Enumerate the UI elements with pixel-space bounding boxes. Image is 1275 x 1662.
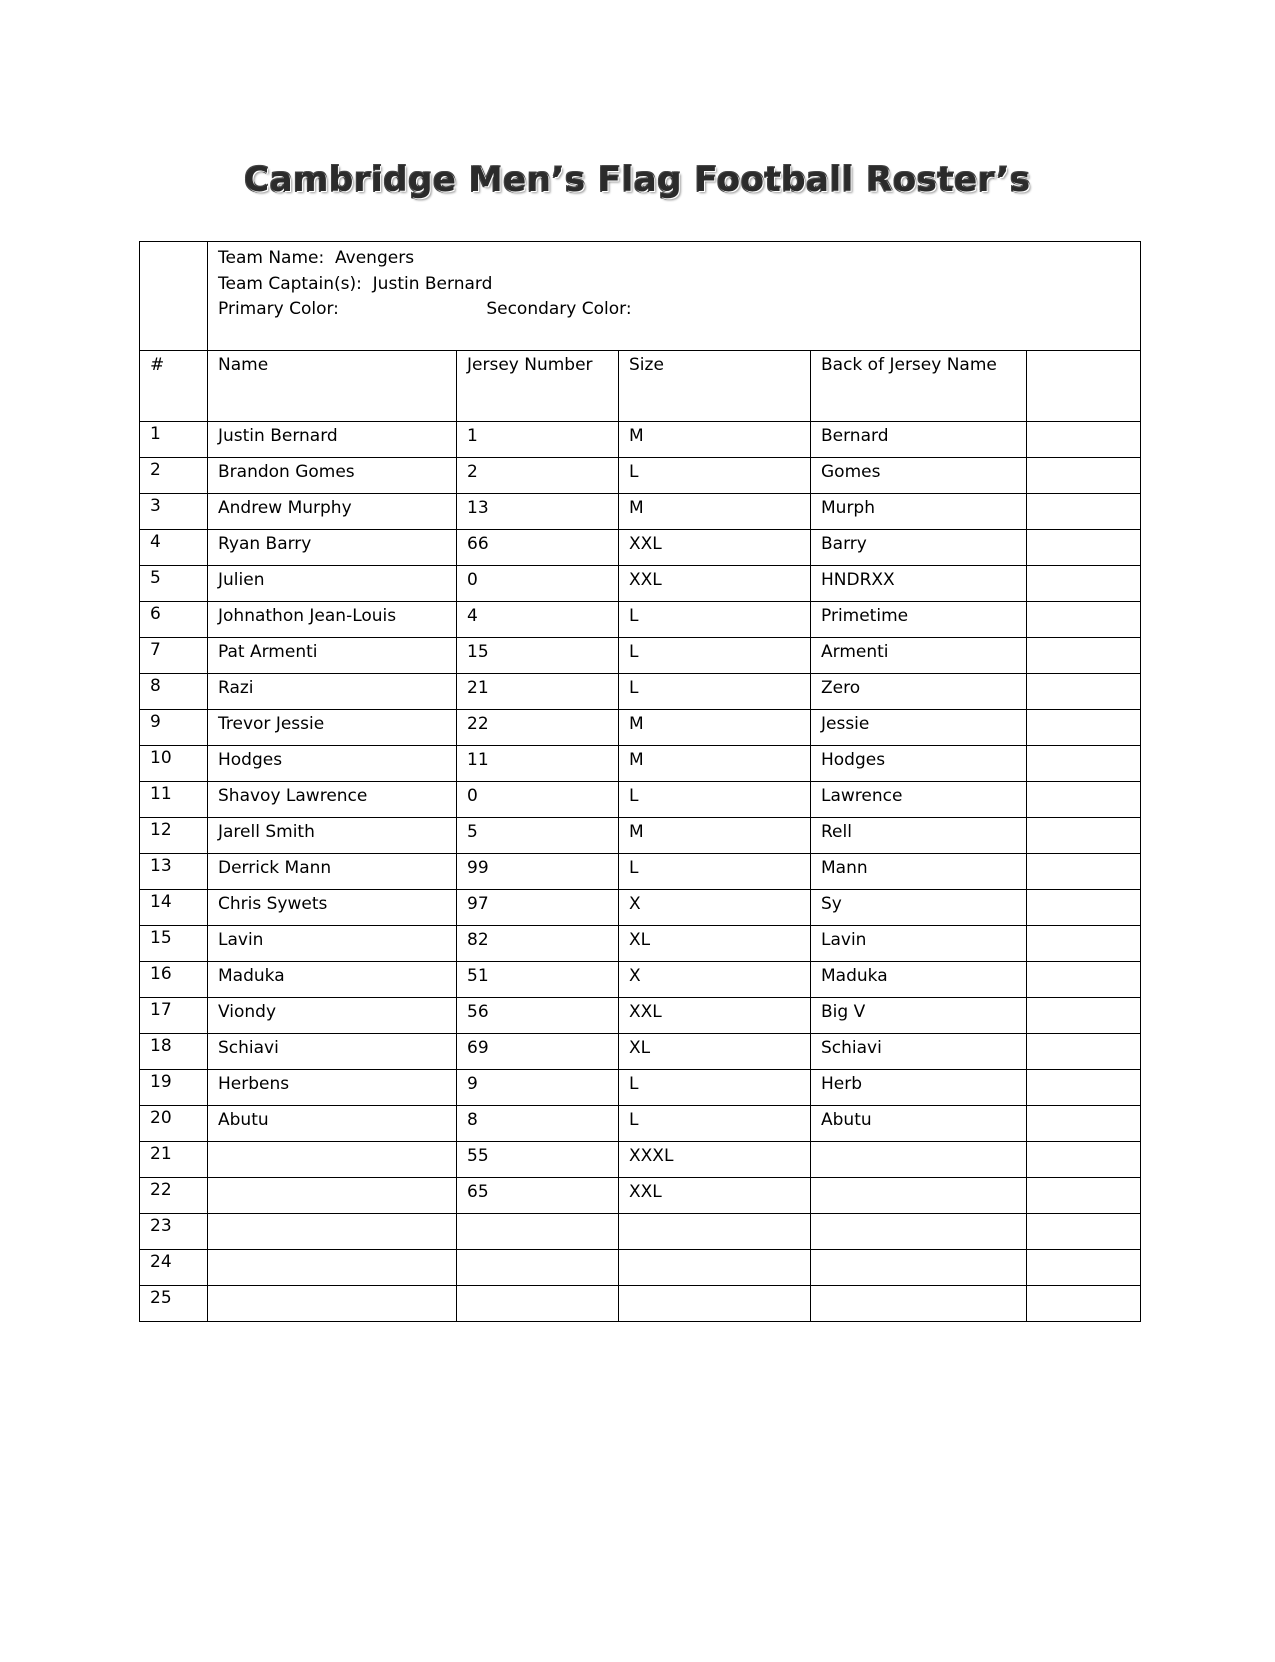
- player-name-cell: [208, 1178, 457, 1214]
- extra-cell: [1027, 1286, 1141, 1322]
- back-name-cell: Jessie: [811, 710, 1027, 746]
- table-row: [140, 530, 1141, 566]
- team-captain-value: Justin Bernard: [372, 273, 493, 294]
- size-cell: M: [619, 818, 811, 854]
- jersey-number-cell: 8: [457, 1106, 619, 1142]
- row-number-cell: 1: [140, 422, 208, 458]
- header-extra: [1027, 351, 1141, 422]
- player-name-cell: [208, 1250, 457, 1286]
- jersey-number-cell: 22: [457, 710, 619, 746]
- size-cell: L: [619, 1106, 811, 1142]
- back-name-cell: Murph: [811, 494, 1027, 530]
- team-info-cell: [208, 242, 1141, 351]
- jersey-number-cell: 97: [457, 890, 619, 926]
- player-name-cell: Hodges: [208, 746, 457, 782]
- extra-cell: [1027, 746, 1141, 782]
- row-number-cell: 15: [140, 926, 208, 962]
- back-name-cell: Herb: [811, 1070, 1027, 1106]
- size-cell: L: [619, 1070, 811, 1106]
- row-number-cell: 11: [140, 782, 208, 818]
- team-info-row: [140, 242, 1141, 351]
- info-blank-cell: [140, 242, 208, 351]
- row-number-cell: 23: [140, 1214, 208, 1250]
- table-row: [140, 1214, 1141, 1250]
- header-size: Size: [619, 351, 811, 422]
- extra-cell: [1027, 1034, 1141, 1070]
- row-number-cell: 12: [140, 818, 208, 854]
- size-cell: M: [619, 494, 811, 530]
- back-name-cell: Armenti: [811, 638, 1027, 674]
- table-row: [140, 1250, 1141, 1286]
- player-name-cell: [208, 1286, 457, 1322]
- size-cell: [619, 1286, 811, 1322]
- table-row: [140, 818, 1141, 854]
- table-row: [140, 1178, 1141, 1214]
- back-name-cell: Primetime: [811, 602, 1027, 638]
- jersey-number-cell: 21: [457, 674, 619, 710]
- extra-cell: [1027, 422, 1141, 458]
- extra-cell: [1027, 674, 1141, 710]
- size-cell: L: [619, 854, 811, 890]
- table-row: [140, 746, 1141, 782]
- extra-cell: [1027, 602, 1141, 638]
- size-cell: XXL: [619, 998, 811, 1034]
- jersey-number-cell: 0: [457, 782, 619, 818]
- extra-cell: [1027, 926, 1141, 962]
- jersey-number-cell: 55: [457, 1142, 619, 1178]
- table-row: [140, 1142, 1141, 1178]
- row-number-cell: 2: [140, 458, 208, 494]
- jersey-number-cell: [457, 1214, 619, 1250]
- jersey-number-cell: 9: [457, 1070, 619, 1106]
- row-number-cell: 21: [140, 1142, 208, 1178]
- team-name-label: Team Name:: [218, 248, 325, 268]
- size-cell: L: [619, 458, 811, 494]
- table-row: [140, 1286, 1141, 1322]
- extra-cell: [1027, 494, 1141, 530]
- jersey-number-cell: 2: [457, 458, 619, 494]
- extra-cell: [1027, 854, 1141, 890]
- back-name-cell: Bernard: [811, 422, 1027, 458]
- team-color-line: [218, 297, 1130, 323]
- header-back-of-jersey-name: Back of Jersey Name: [811, 351, 1027, 422]
- row-number-cell: 10: [140, 746, 208, 782]
- row-number-cell: 5: [140, 566, 208, 602]
- team-name-value: Avengers: [335, 248, 415, 268]
- table-row: [140, 998, 1141, 1034]
- jersey-number-cell: 0: [457, 566, 619, 602]
- extra-cell: [1027, 1214, 1141, 1250]
- player-name-cell: Shavoy Lawrence: [208, 782, 457, 818]
- extra-cell: [1027, 1178, 1141, 1214]
- player-name-cell: Razi: [208, 674, 457, 710]
- jersey-number-cell: 69: [457, 1034, 619, 1070]
- size-cell: L: [619, 674, 811, 710]
- table-row: [140, 710, 1141, 746]
- size-cell: L: [619, 638, 811, 674]
- player-name-cell: [208, 1214, 457, 1250]
- back-name-cell: Big V: [811, 998, 1027, 1034]
- extra-cell: [1027, 890, 1141, 926]
- extra-cell: [1027, 1070, 1141, 1106]
- player-name-cell: Jarell Smith: [208, 818, 457, 854]
- back-name-cell: [811, 1286, 1027, 1322]
- team-captain-label: Team Captain(s):: [218, 273, 362, 294]
- back-name-cell: [811, 1214, 1027, 1250]
- jersey-number-cell: 56: [457, 998, 619, 1034]
- header-name: Name: [208, 351, 457, 422]
- table-row: [140, 782, 1141, 818]
- table-row: [140, 1106, 1141, 1142]
- extra-cell: [1027, 710, 1141, 746]
- row-number-cell: 9: [140, 710, 208, 746]
- table-row: [140, 494, 1141, 530]
- size-cell: X: [619, 890, 811, 926]
- back-name-cell: Maduka: [811, 962, 1027, 998]
- size-cell: XXL: [619, 1178, 811, 1214]
- extra-cell: [1027, 998, 1141, 1034]
- player-name-cell: Viondy: [208, 998, 457, 1034]
- jersey-number-cell: 13: [457, 494, 619, 530]
- size-cell: XXL: [619, 530, 811, 566]
- roster-table: [139, 241, 1141, 1322]
- table-row: [140, 1070, 1141, 1106]
- extra-cell: [1027, 458, 1141, 494]
- size-cell: M: [619, 422, 811, 458]
- back-name-cell: Hodges: [811, 746, 1027, 782]
- jersey-number-cell: 11: [457, 746, 619, 782]
- back-name-cell: [811, 1142, 1027, 1178]
- table-row: [140, 962, 1141, 998]
- back-name-cell: Sy: [811, 890, 1027, 926]
- row-number-cell: 3: [140, 494, 208, 530]
- jersey-number-cell: 99: [457, 854, 619, 890]
- player-name-cell: Justin Bernard: [208, 422, 457, 458]
- back-name-cell: Lawrence: [811, 782, 1027, 818]
- back-name-cell: [811, 1178, 1027, 1214]
- extra-cell: [1027, 1106, 1141, 1142]
- back-name-cell: Mann: [811, 854, 1027, 890]
- page-title: Cambridge Men’s Flag Football Roster’s: [244, 160, 1031, 200]
- row-number-cell: 22: [140, 1178, 208, 1214]
- row-number-cell: 4: [140, 530, 208, 566]
- player-name-cell: Brandon Gomes: [208, 458, 457, 494]
- size-cell: XL: [619, 926, 811, 962]
- table-row: [140, 602, 1141, 638]
- back-name-cell: Lavin: [811, 926, 1027, 962]
- table-row: [140, 926, 1141, 962]
- extra-cell: [1027, 638, 1141, 674]
- extra-cell: [1027, 530, 1141, 566]
- player-name-cell: [208, 1142, 457, 1178]
- jersey-number-cell: [457, 1250, 619, 1286]
- player-name-cell: Pat Armenti: [208, 638, 457, 674]
- extra-cell: [1027, 1142, 1141, 1178]
- row-number-cell: 14: [140, 890, 208, 926]
- back-name-cell: Rell: [811, 818, 1027, 854]
- jersey-number-cell: 51: [457, 962, 619, 998]
- jersey-number-cell: 65: [457, 1178, 619, 1214]
- player-name-cell: Herbens: [208, 1070, 457, 1106]
- table-row: [140, 458, 1141, 494]
- size-cell: M: [619, 710, 811, 746]
- row-number-cell: 8: [140, 674, 208, 710]
- row-number-cell: 19: [140, 1070, 208, 1106]
- table-row: [140, 674, 1141, 710]
- row-number-cell: 6: [140, 602, 208, 638]
- extra-cell: [1027, 566, 1141, 602]
- size-cell: XXL: [619, 566, 811, 602]
- jersey-number-cell: 66: [457, 530, 619, 566]
- header-number: #: [140, 351, 208, 422]
- size-cell: XXXL: [619, 1142, 811, 1178]
- jersey-number-cell: 15: [457, 638, 619, 674]
- row-number-cell: 7: [140, 638, 208, 674]
- table-row: [140, 854, 1141, 890]
- back-name-cell: HNDRXX: [811, 566, 1027, 602]
- table-row: [140, 1034, 1141, 1070]
- player-name-cell: Schiavi: [208, 1034, 457, 1070]
- row-number-cell: 16: [140, 962, 208, 998]
- back-name-cell: Zero: [811, 674, 1027, 710]
- player-name-cell: Derrick Mann: [208, 854, 457, 890]
- row-number-cell: 18: [140, 1034, 208, 1070]
- row-number-cell: 25: [140, 1286, 208, 1322]
- header-row: [140, 351, 1141, 422]
- player-name-cell: Maduka: [208, 962, 457, 998]
- row-number-cell: 17: [140, 998, 208, 1034]
- secondary-color-label: Secondary Color:: [486, 299, 632, 319]
- extra-cell: [1027, 962, 1141, 998]
- back-name-cell: Abutu: [811, 1106, 1027, 1142]
- jersey-number-cell: 1: [457, 422, 619, 458]
- size-cell: XL: [619, 1034, 811, 1070]
- size-cell: X: [619, 962, 811, 998]
- table-row: [140, 890, 1141, 926]
- player-name-cell: Chris Sywets: [208, 890, 457, 926]
- size-cell: L: [619, 782, 811, 818]
- primary-color-label: Primary Color:: [218, 299, 339, 319]
- table-row: [140, 638, 1141, 674]
- extra-cell: [1027, 818, 1141, 854]
- back-name-cell: Gomes: [811, 458, 1027, 494]
- player-name-cell: Johnathon Jean-Louis: [208, 602, 457, 638]
- team-name-line: [218, 246, 1130, 272]
- header-jersey-number: Jersey Number: [457, 351, 619, 422]
- jersey-number-cell: 4: [457, 602, 619, 638]
- size-cell: [619, 1250, 811, 1286]
- player-name-cell: Andrew Murphy: [208, 494, 457, 530]
- jersey-number-cell: 82: [457, 926, 619, 962]
- row-number-cell: 24: [140, 1250, 208, 1286]
- table-row: [140, 566, 1141, 602]
- back-name-cell: Schiavi: [811, 1034, 1027, 1070]
- player-name-cell: Trevor Jessie: [208, 710, 457, 746]
- table-row: [140, 422, 1141, 458]
- extra-cell: [1027, 782, 1141, 818]
- player-name-cell: Lavin: [208, 926, 457, 962]
- size-cell: L: [619, 602, 811, 638]
- row-number-cell: 13: [140, 854, 208, 890]
- player-name-cell: Abutu: [208, 1106, 457, 1142]
- jersey-number-cell: [457, 1286, 619, 1322]
- jersey-number-cell: 5: [457, 818, 619, 854]
- extra-cell: [1027, 1250, 1141, 1286]
- player-name-cell: Ryan Barry: [208, 530, 457, 566]
- size-cell: M: [619, 746, 811, 782]
- row-number-cell: 20: [140, 1106, 208, 1142]
- back-name-cell: [811, 1250, 1027, 1286]
- size-cell: [619, 1214, 811, 1250]
- player-name-cell: Julien: [208, 566, 457, 602]
- back-name-cell: Barry: [811, 530, 1027, 566]
- team-captain-line: [218, 272, 1130, 298]
